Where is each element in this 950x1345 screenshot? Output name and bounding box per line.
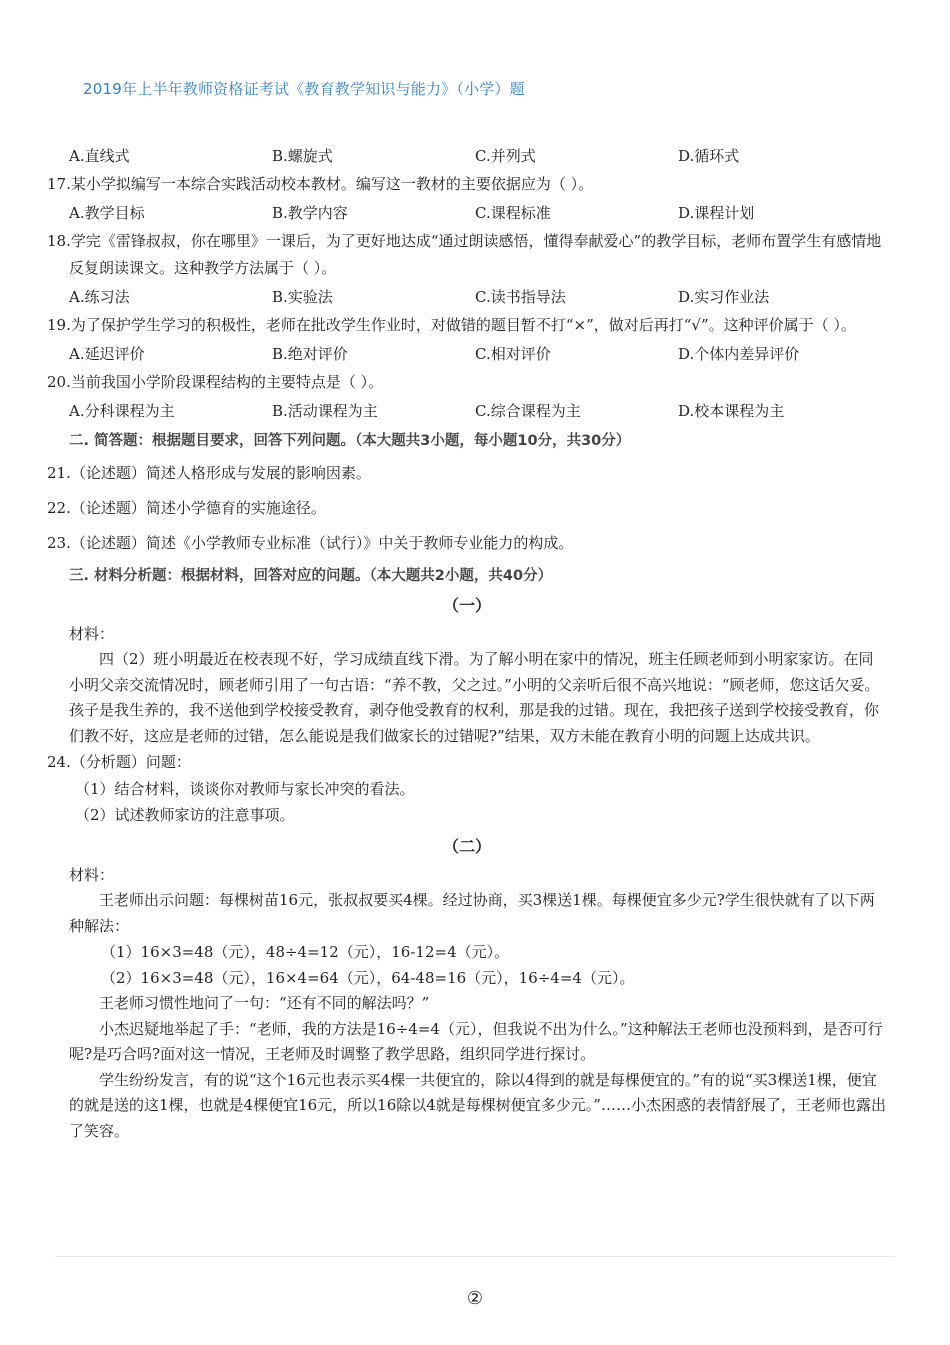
option-c: C.相对评价 [475,345,551,363]
option-d: D.课程计划 [678,204,755,222]
part-2-title: （二） [442,837,491,856]
q16-options [47,141,887,171]
option-c: C.并列式 [475,147,536,165]
option-d: D.个体内差异评价 [678,345,800,363]
q18-options [47,282,887,312]
q17-options [47,198,887,228]
exam-content [47,141,887,1144]
option-d: D.实习作业法 [678,288,770,306]
material-paragraph-3: 小杰迟疑地举起了手：“老师，我的方法是16÷4=4（元），但我说不出为什么。”这种解法王老师也没预料到，是否可行呢?是巧合吗?面对这一情况，王老师及时调整了教学思路，组织同学进行探讨。 [69,1019,883,1063]
option-b: B.螺旋式 [272,147,333,165]
option-a: A.练习法 [69,288,130,306]
q19-options [47,339,887,369]
material-label: 材料： [69,625,115,643]
option-a: A.教学目标 [69,204,145,222]
option-a: A.分科课程为主 [69,402,175,420]
material-label: 材料： [69,866,115,884]
q20-stem: 20.当前我国小学阶段课程结构的主要特点是（ ）。 [47,373,384,391]
option-b: B.活动课程为主 [272,402,378,420]
section-2-heading: 二. 简答题：根据题目要求，回答下列问题。（本大题共3小题，每小题10分，共30分） [69,433,631,449]
material-paragraph-1: 王老师出示问题：每棵树苗16元，张叔叔要买4棵。经过协商，买3棵送1棵。每棵便宜多少元?学生很快就有了以下两种解法： [69,891,875,935]
option-d: D.循环式 [678,147,740,165]
q21: 21.（论述题）简述人格形成与发展的影响因素。 [47,464,371,482]
option-c: C.综合课程为主 [475,402,581,420]
option-a: A.直线式 [69,147,130,165]
option-c: C.课程标准 [475,204,551,222]
option-c: C.读书指导法 [475,288,566,306]
q24-sub-1: （1）结合材料，谈谈你对教师与家长冲突的看法。 [75,780,415,798]
q20-options [47,396,887,426]
q22: 22.（论述题）简述小学德育的实施途径。 [47,499,326,517]
solution-2: （2）16×3=48（元），16×4=64（元），64-48=16（元），16÷4=4（元）。 [101,969,635,987]
footer-divider [55,1256,895,1257]
material-paragraph: 四（2）班小明最近在校表现不好，学习成绩直线下滑。为了解小明在家中的情况，班主任顾老师到小明家家访。在同小明父亲交流情况时，顾老师引用了一句古语：“养不教，父之过。”小明的父亲听后很不高兴地说：“顾老师，您这话欠妥。孩子是我生养的，我不送他到学校接受教育，剥夺他受教育的权利，那是我的过错。现在，我把孩子送到学校接受教育，你们教不好，这应是老师的过错，怎么能说是我们做家长的过错呢?”结果，双方未能在教育小明的问题上达成共识。 [69,650,880,745]
q24-sub-2: （2）试述教师家访的注意事项。 [75,806,295,824]
option-b: B.实验法 [272,288,333,306]
page-number: ② [466,1288,484,1309]
solution-1: （1）16×3=48（元），48÷4=12（元），16-12=4（元）。 [101,943,510,961]
page-header-title: 2019年上半年教师资格证考试《教育教学知识与能力》（小学）题 [83,80,525,98]
q23: 23.（论述题）简述《小学教师专业标准（试行）》中关于教师专业能力的构成。 [47,534,574,552]
option-b: B.教学内容 [272,204,348,222]
q24-stem: 24.（分析题）问题： [47,753,191,771]
option-d: D.校本课程为主 [678,402,785,420]
part-1-title: （一） [442,596,491,615]
section-3-heading: 三. 材料分析题：根据材料，回答对应的问题。（本大题共2小题，共40分） [69,568,553,584]
option-b: B.绝对评价 [272,345,348,363]
material-paragraph-4: 学生纷纷发言，有的说“这个16元也表示买4棵一共便宜的，除以4得到的就是每棵便宜的。”有的说“买3棵送1棵，便宜的就是送的这1棵，也就是4棵便宜16元，所以16除以4就是每棵树便宜多少元。”……小杰困惑的表情舒展了，王老师也露出了笑容。 [69,1070,886,1140]
material-paragraph-2: 王老师习惯性地问了一句：“还有不同的解法吗？” [99,994,430,1012]
q18-stem: 18.学完《雷锋叔叔，你在哪里》一课后，为了更好地达成“通过朗读感悟，懂得奉献爱心”的教学目标，老师布置学生有感情地反复朗读课文。这种教学方法属于（ ）。 [47,232,882,277]
option-a: A.延迟评价 [69,345,145,363]
q17-stem: 17.某小学拟编写一本综合实践活动校本教材。编写这一教材的主要依据应为（ ）。 [47,175,594,193]
q19-stem: 19.为了保护学生学习的积极性，老师在批改学生作业时，对做错的题目暂不打“×”，做对后再打“√”。这种评价属于（ ）。 [47,316,856,334]
